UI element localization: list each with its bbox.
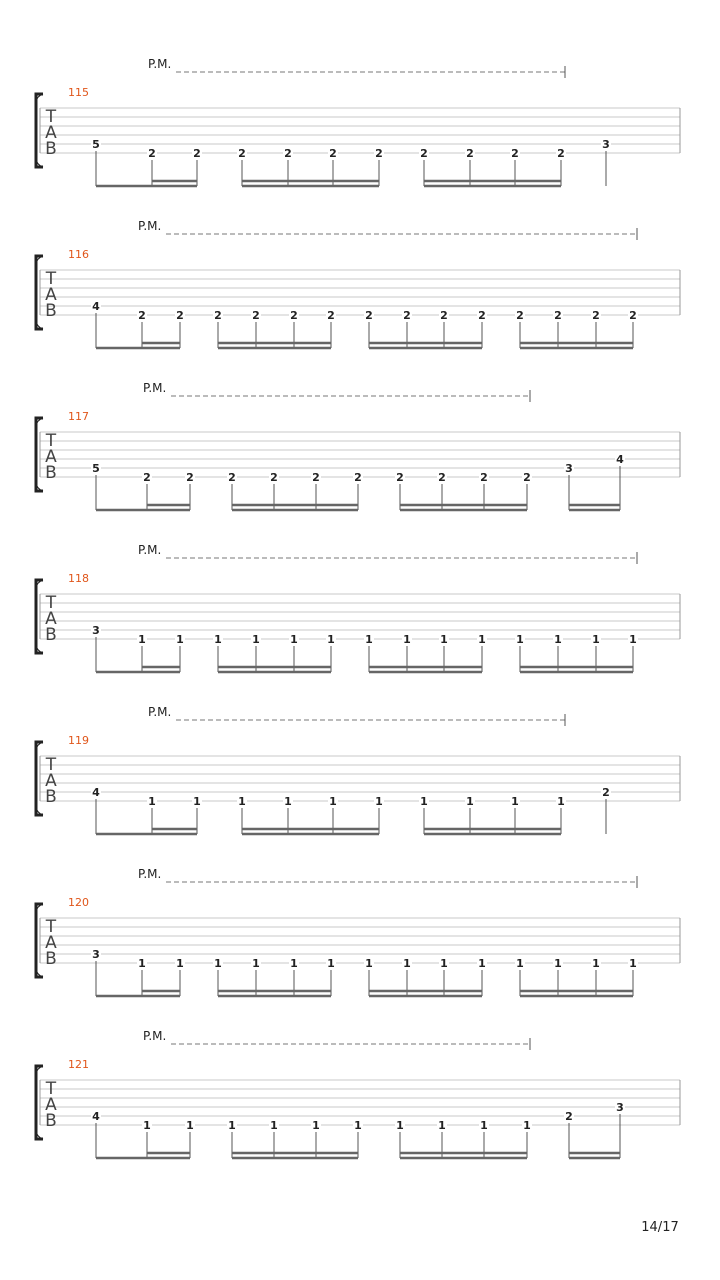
fret-number: 1 xyxy=(629,957,637,970)
fret-number: 2 xyxy=(565,1110,573,1123)
fret-number: 3 xyxy=(565,462,573,475)
fret-number: 1 xyxy=(270,1119,278,1132)
fret-number: 2 xyxy=(403,309,411,322)
fret-number: 2 xyxy=(143,471,151,484)
fret-number: 1 xyxy=(478,957,486,970)
fret-number: 2 xyxy=(252,309,260,322)
fret-number: 1 xyxy=(290,633,298,646)
fret-number: 2 xyxy=(480,471,488,484)
fret-number: 1 xyxy=(284,795,292,808)
tab-clef-letter: A xyxy=(45,933,57,953)
palm-mute-label: P.M. xyxy=(138,543,162,557)
fret-number: 2 xyxy=(138,309,146,322)
fret-number: 1 xyxy=(438,1119,446,1132)
fret-number: 2 xyxy=(523,471,531,484)
fret-number: 1 xyxy=(403,957,411,970)
fret-number: 2 xyxy=(284,147,292,160)
measure-number: 116 xyxy=(68,248,89,261)
fret-number: 1 xyxy=(375,795,383,808)
tab-clef-letter: B xyxy=(45,949,57,969)
tab-clef-letter: A xyxy=(45,1095,57,1115)
fret-number: 1 xyxy=(592,633,600,646)
fret-number: 1 xyxy=(554,633,562,646)
fret-number: 2 xyxy=(228,471,236,484)
measure-number: 121 xyxy=(68,1058,89,1071)
tab-clef-letter: T xyxy=(45,917,57,937)
fret-number: 2 xyxy=(365,309,373,322)
fret-number: 1 xyxy=(396,1119,404,1132)
tab-clef-letter: A xyxy=(45,771,57,791)
fret-number: 1 xyxy=(354,1119,362,1132)
fret-number: 2 xyxy=(270,471,278,484)
fret-number: 1 xyxy=(312,1119,320,1132)
palm-mute-label: P.M. xyxy=(138,867,162,881)
fret-number: 5 xyxy=(92,138,100,151)
fret-number: 1 xyxy=(290,957,298,970)
fret-number: 1 xyxy=(440,957,448,970)
fret-number: 1 xyxy=(238,795,246,808)
fret-number: 1 xyxy=(478,633,486,646)
fret-number: 1 xyxy=(327,957,335,970)
fret-number: 1 xyxy=(592,957,600,970)
fret-number: 2 xyxy=(375,147,383,160)
tab-clef-letter: B xyxy=(45,1111,57,1131)
fret-number: 1 xyxy=(193,795,201,808)
tab-clef-letter: A xyxy=(45,285,57,305)
fret-number: 4 xyxy=(92,786,100,799)
page-number: 14/17 xyxy=(641,1220,679,1235)
palm-mute-label: P.M. xyxy=(148,57,172,71)
fret-number: 3 xyxy=(616,1101,624,1114)
fret-number: 1 xyxy=(511,795,519,808)
fret-number: 1 xyxy=(523,1119,531,1132)
fret-number: 1 xyxy=(516,957,524,970)
fret-number: 3 xyxy=(92,624,100,637)
fret-number: 1 xyxy=(365,633,373,646)
tab-clef-letter: T xyxy=(45,269,57,289)
measure-number: 115 xyxy=(68,86,89,99)
tab-clef-letter: T xyxy=(45,107,57,127)
palm-mute-label: P.M. xyxy=(143,1029,167,1043)
fret-number: 2 xyxy=(602,786,610,799)
fret-number: 1 xyxy=(148,795,156,808)
fret-number: 1 xyxy=(466,795,474,808)
palm-mute-label: P.M. xyxy=(143,381,167,395)
fret-number: 1 xyxy=(629,633,637,646)
measure-number: 118 xyxy=(68,572,89,585)
fret-number: 2 xyxy=(554,309,562,322)
fret-number: 2 xyxy=(440,309,448,322)
fret-number: 1 xyxy=(214,633,222,646)
tab-clef-letter: B xyxy=(45,625,57,645)
fret-number: 2 xyxy=(438,471,446,484)
fret-number: 2 xyxy=(354,471,362,484)
fret-number: 2 xyxy=(148,147,156,160)
fret-number: 1 xyxy=(228,1119,236,1132)
fret-number: 2 xyxy=(214,309,222,322)
fret-number: 2 xyxy=(396,471,404,484)
fret-number: 5 xyxy=(92,462,100,475)
fret-number: 1 xyxy=(327,633,335,646)
tab-clef-letter: T xyxy=(45,431,57,451)
tab-clef-letter: A xyxy=(45,123,57,143)
fret-number: 1 xyxy=(214,957,222,970)
tab-clef-letter: B xyxy=(45,301,57,321)
fret-number: 2 xyxy=(238,147,246,160)
fret-number: 1 xyxy=(138,957,146,970)
fret-number: 1 xyxy=(329,795,337,808)
fret-number: 2 xyxy=(420,147,428,160)
fret-number: 2 xyxy=(186,471,194,484)
fret-number: 2 xyxy=(629,309,637,322)
fret-number: 1 xyxy=(252,957,260,970)
fret-number: 2 xyxy=(193,147,201,160)
fret-number: 2 xyxy=(557,147,565,160)
tab-clef-letter: A xyxy=(45,447,57,467)
tab-clef-letter: B xyxy=(45,787,57,807)
tab-clef-letter: T xyxy=(45,1079,57,1099)
fret-number: 1 xyxy=(176,633,184,646)
tab-clef-letter: T xyxy=(45,593,57,613)
fret-number: 2 xyxy=(176,309,184,322)
fret-number: 2 xyxy=(290,309,298,322)
fret-number: 1 xyxy=(403,633,411,646)
measure-number: 117 xyxy=(68,410,89,423)
palm-mute-label: P.M. xyxy=(138,219,162,233)
palm-mute-label: P.M. xyxy=(148,705,172,719)
fret-number: 1 xyxy=(143,1119,151,1132)
measure-number: 119 xyxy=(68,734,89,747)
tab-clef-letter: B xyxy=(45,139,57,159)
fret-number: 2 xyxy=(327,309,335,322)
fret-number: 4 xyxy=(616,453,624,466)
tab-clef-letter: A xyxy=(45,609,57,629)
fret-number: 1 xyxy=(138,633,146,646)
fret-number: 3 xyxy=(92,948,100,961)
fret-number: 2 xyxy=(516,309,524,322)
fret-number: 1 xyxy=(176,957,184,970)
fret-number: 1 xyxy=(480,1119,488,1132)
fret-number: 1 xyxy=(420,795,428,808)
fret-number: 1 xyxy=(252,633,260,646)
fret-number: 2 xyxy=(312,471,320,484)
tab-clef-letter: B xyxy=(45,463,57,483)
measure-number: 120 xyxy=(68,896,89,909)
fret-number: 1 xyxy=(365,957,373,970)
fret-number: 2 xyxy=(592,309,600,322)
fret-number: 2 xyxy=(466,147,474,160)
fret-number: 1 xyxy=(516,633,524,646)
fret-number: 2 xyxy=(329,147,337,160)
tab-clef-letter: T xyxy=(45,755,57,775)
fret-number: 4 xyxy=(92,300,100,313)
fret-number: 1 xyxy=(186,1119,194,1132)
fret-number: 4 xyxy=(92,1110,100,1123)
fret-number: 1 xyxy=(554,957,562,970)
fret-number: 2 xyxy=(478,309,486,322)
fret-number: 3 xyxy=(602,138,610,151)
fret-number: 2 xyxy=(511,147,519,160)
fret-number: 1 xyxy=(440,633,448,646)
fret-number: 1 xyxy=(557,795,565,808)
